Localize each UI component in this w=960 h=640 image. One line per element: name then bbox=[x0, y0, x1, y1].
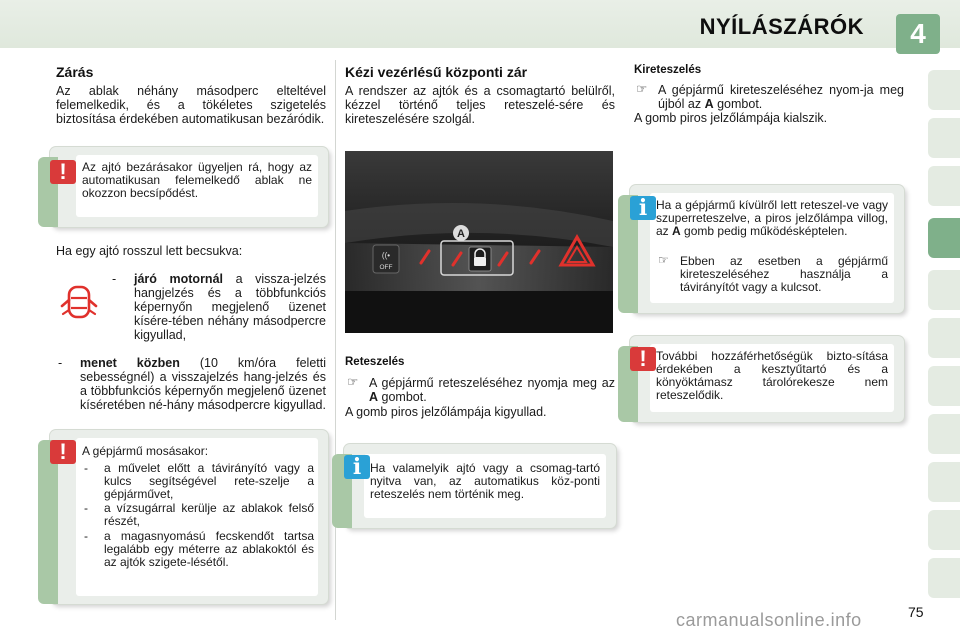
pointing-hand-icon: ☞ bbox=[636, 82, 648, 96]
exclamation-icon: ! bbox=[50, 440, 76, 464]
page-number: 75 bbox=[908, 604, 924, 620]
side-tab-9[interactable] bbox=[928, 462, 960, 502]
locking-heading: Reteszelés bbox=[345, 356, 405, 368]
list-item-moving: - menet közben (10 km/óra feletti sebességnél) a visszajelzés hang-jelzés és a többfunkciós képernyőn megjelenő üzenet kíséretében né-hány másodpercre kigyullad. bbox=[58, 356, 326, 412]
warning-washing-panel bbox=[76, 438, 318, 596]
watermark: carmanualsonline.info bbox=[676, 610, 862, 630]
exclamation-icon: ! bbox=[630, 347, 656, 371]
info-superlock-subitem: ☞ Ebben az esetben a gépjármű kireteszeléséhez használja a távirányítót vagy a kulcsot. bbox=[658, 253, 888, 294]
side-tab-5[interactable] bbox=[928, 270, 960, 310]
warning-glovebox-text: További hozzáférhetőségük bizto-sítása érdekében a kesztyűtartó és a könyöktámasz tárolórekesze nem reteszelődik. bbox=[650, 344, 894, 412]
locking-note: A gomb piros jelzőlámpája kigyullad. bbox=[345, 405, 547, 419]
unlocking-instruction: ☞ A gépjármű kireteszeléséhez nyom-ja meg újból az A gombot. bbox=[636, 82, 904, 111]
warning-box-washing bbox=[50, 430, 328, 604]
side-tab-1[interactable] bbox=[928, 70, 960, 110]
page-title: NYÍLÁSZÁRÓK bbox=[699, 14, 864, 39]
info-superlock-panel bbox=[650, 193, 894, 303]
washing-list bbox=[82, 462, 314, 584]
pointing-hand-icon: ☞ bbox=[347, 375, 359, 389]
pointing-hand-icon: ☞ bbox=[658, 253, 669, 267]
side-tab-7[interactable] bbox=[928, 366, 960, 406]
central-lock-heading: Kézi vezérlésű központi zár bbox=[345, 64, 528, 80]
closing-intro: Az ablak néhány másodperc elteltével felemelkedik, és a tökéletes szigetelés biztosítása érdekében automatikusan bezáródik. bbox=[56, 84, 326, 126]
column-divider bbox=[335, 60, 336, 620]
button-a-ref: A bbox=[369, 390, 379, 404]
door-badly-closed-text: Ha egy ajtó rosszul lett becsukva: bbox=[56, 244, 243, 258]
off-label: OFF bbox=[379, 264, 393, 271]
chapter-tab bbox=[896, 14, 940, 54]
warning-box-glovebox bbox=[630, 336, 904, 422]
dashboard-illustration bbox=[345, 151, 613, 333]
side-tab-2[interactable] bbox=[928, 118, 960, 158]
button-a-label: A bbox=[457, 228, 465, 240]
info-superlock-text: Ha a gépjármű kívülről lett reteszel-ve vagy szuperreteszelve, a piros jelzőlámpa villog, az A gomb pedig működésképtelen. bbox=[656, 198, 888, 238]
side-tab-6[interactable] bbox=[928, 318, 960, 358]
info-icon: i bbox=[630, 196, 656, 220]
moving-label: menet közben bbox=[80, 356, 180, 370]
engine-running-label: járó motornál bbox=[134, 272, 223, 286]
side-tab-10[interactable] bbox=[928, 510, 960, 550]
svg-text:((•: ((• bbox=[381, 251, 391, 260]
car-door-open-icon bbox=[60, 282, 98, 322]
chapter-number: 4 bbox=[910, 18, 926, 49]
warning-pinch-text: Az ajtó bezárásakor ügyeljen rá, hogy az automatikusan felemelkedő ablak ne okozzon becsípődést. bbox=[76, 155, 318, 217]
info-icon: i bbox=[344, 455, 370, 479]
side-tab-8[interactable] bbox=[928, 414, 960, 454]
washing-item: - a művelet előtt a távirányító vagy a kulcs segítségével rete-szelje a gépjárművet, bbox=[84, 461, 314, 501]
locking-instruction: ☞ A gépjármű reteszeléséhez nyomja meg az A gombot. bbox=[347, 375, 615, 404]
dashboard-button-photo bbox=[345, 151, 613, 333]
info-door-open-text: Ha valamelyik ajtó vagy a csomag-tartó nyitva van, az automatikus köz-ponti reteszelés nem történik meg. bbox=[364, 454, 606, 518]
washing-intro: A gépjármű mosásakor: bbox=[82, 444, 209, 458]
button-a-ref: A bbox=[704, 97, 714, 111]
side-tab-3[interactable] bbox=[928, 166, 960, 206]
warning-box-strip bbox=[38, 440, 58, 604]
side-tab-4[interactable] bbox=[928, 218, 960, 258]
side-tab-11[interactable] bbox=[928, 558, 960, 598]
list-item-engine-running: - járó motornál a vissza-jelzés hangjelzés és a többfunkciós képernyőn megjelenő üzenet kísére-tében néhány másodpercre kigyullad, bbox=[112, 272, 326, 342]
unlocking-heading: Kireteszelés bbox=[634, 64, 702, 76]
washing-item: - a magasnyomású fecskendőt tartsa legalább egy méterre az ablakoktól és az ajtók szigete-lésétől. bbox=[84, 529, 314, 569]
closing-heading: Zárás bbox=[56, 64, 94, 80]
central-lock-intro: A rendszer az ajtók és a csomagtartó belülről, kézzel történő teljes reteszelé-sére és kireteszelésére szolgál. bbox=[345, 84, 615, 126]
unlocking-note: A gomb piros jelzőlámpája kialszik. bbox=[634, 111, 828, 125]
info-box-door-open bbox=[344, 444, 616, 528]
warning-box-pinch bbox=[50, 147, 328, 227]
washing-item: - a vízsugárral kerülje az ablakok felső részét, bbox=[84, 501, 314, 528]
exclamation-icon: ! bbox=[50, 160, 76, 184]
engine-running-text: a vissza-jelzés hangjelzés és a többfunkciós képernyőn megjelenő üzenet kísére-tében néhány másodpercre kigyullad, bbox=[134, 272, 326, 342]
moving-text: (10 km/óra feletti sebességnél) a visszajelzés hang-jelzés és a többfunkciós képernyőn megjelenő üzenet kíséretében né-hány másodpercre kigyullad. bbox=[80, 356, 326, 412]
chapter-side-tabs bbox=[928, 70, 960, 610]
info-box-superlock bbox=[630, 185, 904, 313]
